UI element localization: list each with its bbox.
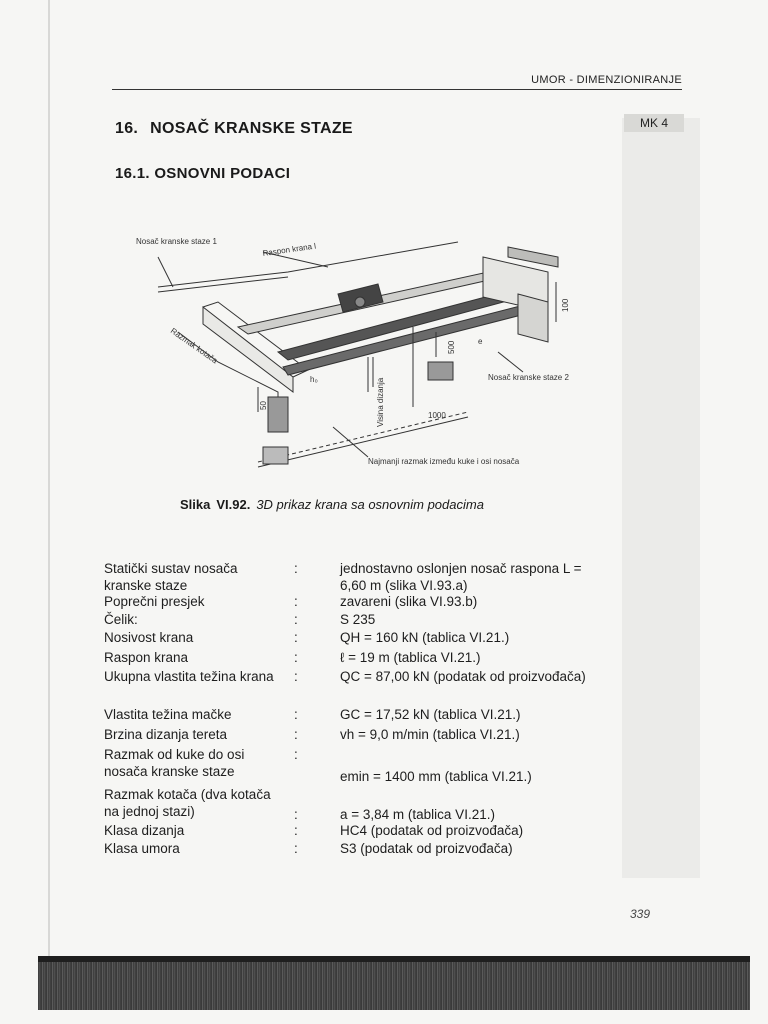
chapter-tab: MK 4: [624, 114, 684, 132]
row-value: a = 3,84 m (tablica VI.21.): [340, 807, 495, 822]
row-value: QH = 160 kN (tablica VI.21.): [340, 630, 510, 645]
row-sep: :: [294, 823, 298, 838]
section-heading: [115, 120, 353, 138]
dim-50: 50: [259, 401, 268, 410]
crane-figure: [128, 232, 598, 487]
row-key: Klasa dizanja: [104, 823, 185, 838]
row-sep: :: [294, 594, 298, 609]
row-sep: :: [294, 727, 298, 742]
row-sep: :: [294, 561, 298, 576]
row-sep: :: [294, 612, 298, 627]
row-key: Nosivost krana: [104, 630, 194, 645]
dim-100: 100: [561, 298, 570, 312]
row-key: Statički sustav nosača kranske staze: [104, 561, 238, 593]
list-item: [104, 747, 604, 787]
row-value: jednostavno oslonjen nosač raspona L = 6,60 m (slika VI.93.a): [340, 561, 582, 593]
row-value: GC = 17,52 kN (tablica VI.21.): [340, 707, 521, 722]
row-sep: :: [294, 707, 298, 722]
list-item: [104, 823, 604, 841]
dim-1000: 1000: [428, 411, 446, 420]
symbol-h0: h₀: [310, 375, 318, 384]
list-item: [104, 561, 604, 594]
row-sep: :: [294, 630, 298, 645]
caption-text: 3D prikaz krana sa osnovnim podacima: [256, 497, 484, 512]
list-item: [104, 612, 604, 630]
row-value: HC4 (podatak od proizvođača): [340, 823, 524, 838]
section-number: 16.: [115, 120, 139, 137]
row-key: Vlastita težina mačke: [104, 707, 232, 722]
scan-left-edge: [48, 0, 50, 960]
row-key: Razmak od kuke do osi nosača kranske staze: [104, 747, 245, 779]
label-girder2: Nosač kranske staze 2: [488, 373, 569, 382]
row-sep: :: [294, 841, 298, 856]
label-hoist-height: Visina dizanja: [376, 377, 385, 427]
list-item: [104, 669, 604, 707]
list-item: [104, 707, 604, 727]
list-item: [104, 841, 604, 859]
label-girder1: Nosač kranske staze 1: [136, 237, 217, 246]
row-value: S 235: [340, 612, 376, 627]
row-key: Brzina dizanja tereta: [104, 727, 228, 742]
header-rule: [112, 89, 682, 90]
list-item: [104, 787, 604, 823]
row-key: Raspon krana: [104, 650, 189, 665]
scan-margin-band: [622, 118, 700, 878]
row-key: Poprečni presjek: [104, 594, 205, 609]
list-item: [104, 630, 604, 650]
section-title: NOSAČ KRANSKE STAZE: [150, 120, 353, 137]
page-number: 339: [630, 907, 651, 921]
list-item: [104, 650, 604, 669]
row-key: Razmak kotača (dva kotača na jednoj stazi): [104, 787, 271, 819]
row-value: zavareni (slika VI.93.b): [340, 594, 478, 609]
running-header: UMOR - DIMENZIONIRANJE: [531, 74, 682, 86]
data-list: [104, 561, 604, 859]
list-item: [104, 594, 604, 612]
row-sep: :: [294, 650, 298, 665]
row-value: ℓ = 19 m (tablica VI.21.): [340, 650, 481, 665]
row-sep: :: [294, 669, 298, 684]
row-key: Čelik:: [104, 612, 138, 627]
scan-bottom-band: [38, 962, 750, 1010]
row-value: S3 (podatak od proizvođača): [340, 841, 513, 856]
label-span: Raspon krana l: [262, 241, 317, 258]
figure-caption: [180, 497, 484, 512]
caption-number: VI.92.: [216, 497, 251, 512]
subsection-heading: 16.1. OSNOVNI PODACI: [115, 165, 291, 182]
caption-label: Slika: [180, 497, 211, 512]
crane-drawing: [128, 232, 598, 487]
row-value: emin = 1400 mm (tablica VI.21.): [340, 769, 532, 784]
label-min-distance: Najmanji razmak između kuke i osi nosača: [368, 457, 520, 466]
symbol-e: e: [478, 337, 483, 346]
dim-500: 500: [447, 340, 456, 354]
row-sep: :: [294, 747, 298, 762]
list-item: [104, 727, 604, 747]
row-key: Ukupna vlastita težina krana: [104, 669, 274, 684]
label-wheelbase: Razmak kotača: [168, 326, 220, 366]
row-sep: :: [294, 807, 298, 822]
row-value: vh = 9,0 m/min (tablica VI.21.): [340, 727, 520, 742]
row-key: Klasa umora: [104, 841, 180, 856]
row-value: QC = 87,00 kN (podatak od proizvođača): [340, 669, 586, 684]
